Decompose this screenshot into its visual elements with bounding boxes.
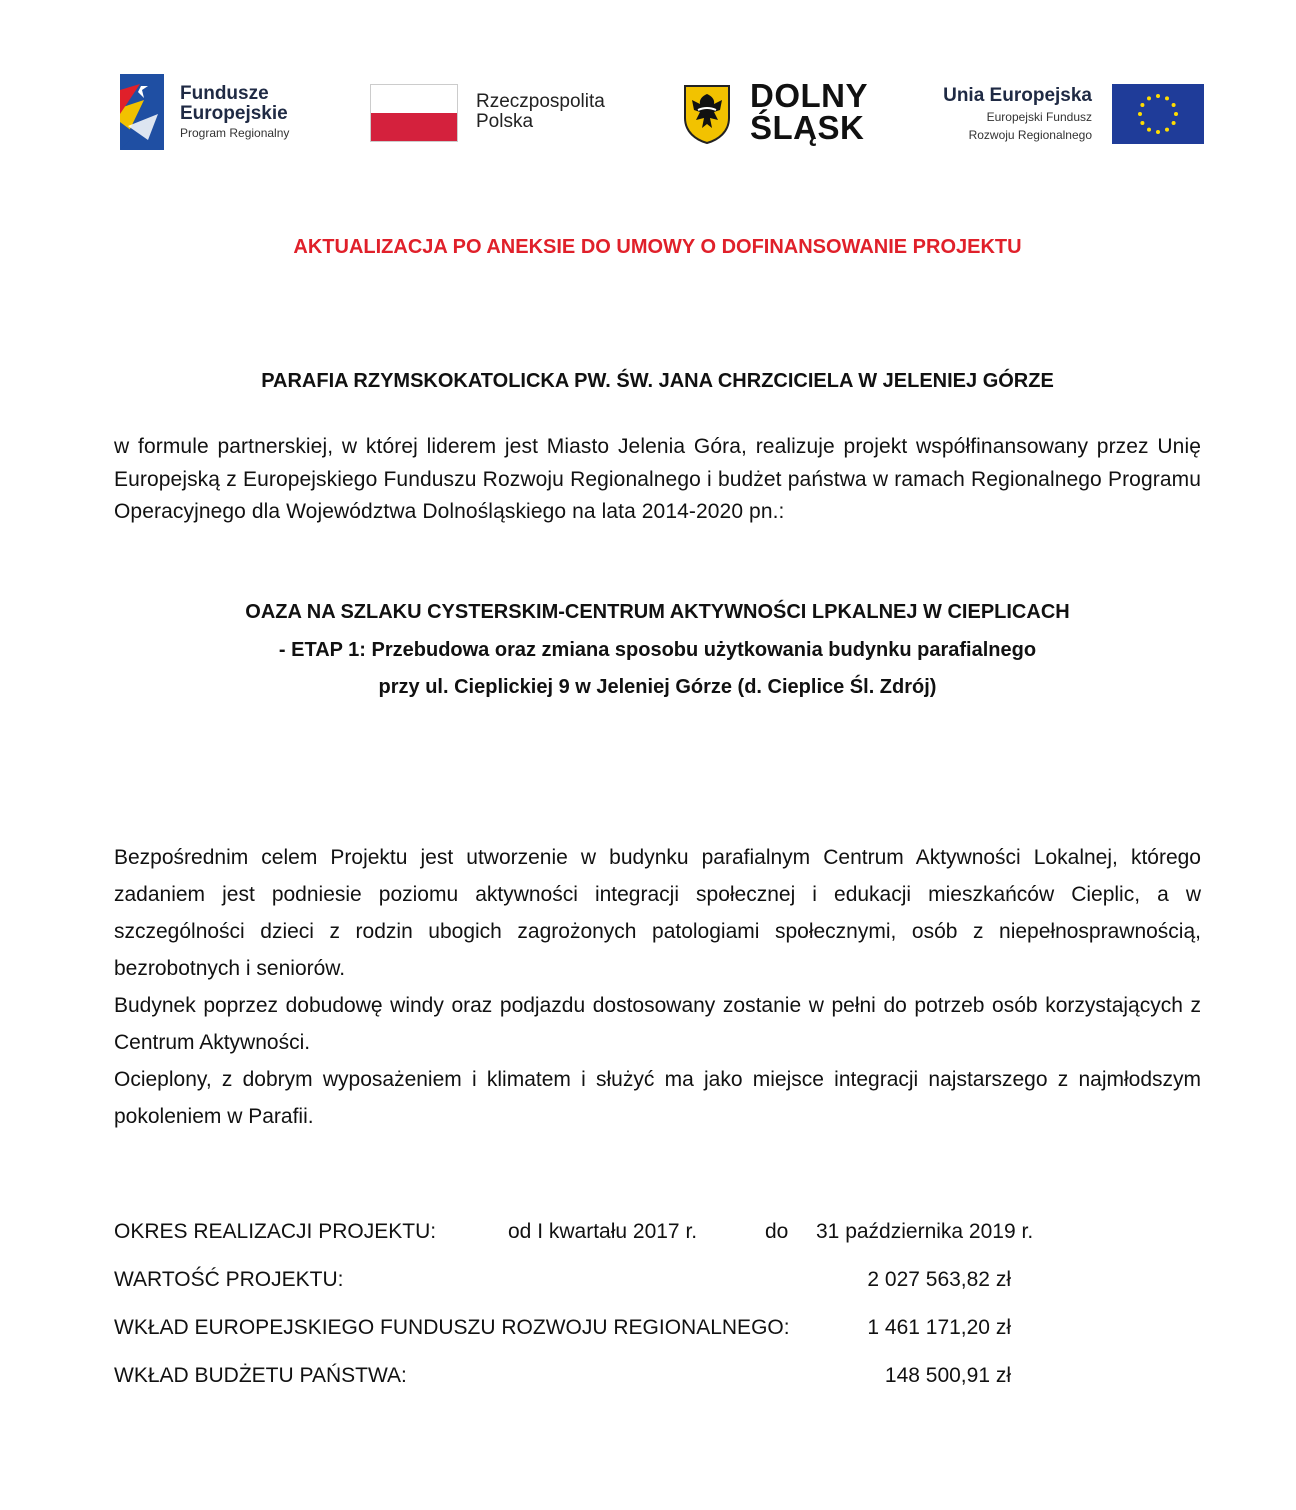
eu-line2: Europejski Fundusz [986,110,1092,124]
project-title [114,594,1201,707]
rzeczpospolita-polska-logo [370,84,630,144]
period-from: od I kwartału 2017 r. [508,1220,698,1243]
summary-row-period [114,1220,1201,1268]
budget-value: 148 500,91 zł [884,1364,1011,1387]
pl-line2: Polska [476,111,534,132]
ds-line2: ŚLĄSK [750,109,865,146]
goal-paragraph-2: Budynek poprzez dobudowę windy oraz podjazdu dostosowany zostanie w pełni do potrzeb osób korzystających z Centrum Aktywności. [114,994,1201,1054]
pl-line1: Rzeczpospolita [476,91,605,112]
intro-paragraph: w formule partnerskiej, w której liderem jest Miasto Jelenia Góra, realizuje projekt współfinansowany przez Unię Europejską z Europejskiego Funduszu Rozwoju Regionalnego i budżet państwa w ramach Regionalnego Programu Operacyjnego dla Województwa Dolnośląskiego na lata 2014-2020 pn.: [114,435,1201,523]
efrr-label: WKŁAD EUROPEJSKIEGO FUNDUSZU ROZWOJU REGIONALNEGO: [114,1316,790,1339]
goal-paragraph-1: Bezpośrednim celem Projektu jest utworzenie w budynku parafialnym Centrum Aktywności Lokalnej, którego zadaniem jest podniesie poziomu aktywności integracji społecznej i edukacji mieszkańców Cieplic, a w szczególności dzieci z rodzin ubogich zagrożonych patologiami społecznymi, osób z niepełnosprawnością, bezrobotnych i seniorów. [114,846,1201,980]
project-title-line1: OAZA NA SZLAKU CYSTERSKIM-CENTRUM AKTYWNOŚCI LPKALNEJ W CIEPLICACH [245,601,1070,623]
eu-line3: Rozwoju Regionalnego [968,128,1092,142]
summary-row-efrr [114,1316,1201,1364]
organization-title: PARAFIA RZYMSKOKATOLICKA PW. ŚW. JANA CHRZCICIELA W JELENIEJ GÓRZE [261,370,1054,392]
summary-row-budget [114,1364,1201,1412]
budget-label: WKŁAD BUDŻETU PAŃSTWA: [114,1364,407,1387]
project-title-line3: przy ul. Cieplickiej 9 w Jeleniej Górze (d. Cieplice Śl. Zdrój) [378,676,937,698]
project-summary [114,1220,1201,1412]
eu-flag-icon [1112,84,1204,144]
period-label: OKRES REALIZACJI PROJEKTU: [114,1220,437,1243]
eagle-crest-icon [682,84,732,144]
period-end-date: 31 października 2019 r. [816,1220,1034,1243]
eu-title: Unia Europejska [943,85,1092,106]
update-notice-title: AKTUALIZACJA PO ANEKSIE DO UMOWY O DOFINANSOWANIE PROJEKTU [293,236,1022,258]
fe-line2: Europejskie [180,103,288,124]
unia-europejska-logo [930,82,1204,146]
efrr-value: 1 461 171,20 zł [867,1316,1011,1339]
goal-paragraph-3: Ocieplony, z dobrym wyposażeniem i klimatem i służyć ma jako miejsce integracji najstarszego z najmłodszym pokoleniem w Parafii. [114,1068,1201,1128]
ds-line1: DOLNY [750,77,868,114]
value-label: WARTOŚĆ PROJEKTU: [114,1268,344,1291]
project-goal [114,839,1201,1135]
logo-bar [112,68,1204,158]
polish-flag-icon [370,84,458,142]
project-value: 2 027 563,82 zł [867,1268,1011,1291]
fe-line3: Program Regionalny [180,126,290,140]
fundusze-europejskie-logo [118,70,318,154]
summary-row-value [114,1268,1201,1316]
fe-line1: Fundusze [180,83,269,104]
project-title-line2: - ETAP 1: Przebudowa oraz zmiana sposobu użytkowania budynku parafialnego [278,638,1037,661]
fundusze-europejskie-emblem-icon [118,70,166,154]
dolny-slask-logo [682,78,882,150]
period-to: do [765,1220,789,1243]
